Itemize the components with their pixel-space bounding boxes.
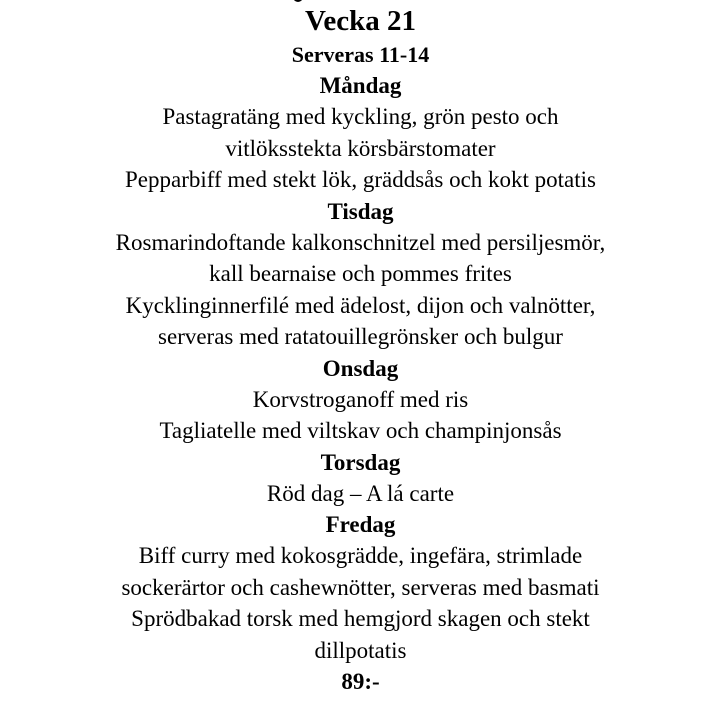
- dish-line: dillpotatis: [314, 637, 407, 663]
- dish-line: Sprödbakad torsk med hemgjord skagen och stekt: [131, 606, 590, 631]
- day-section-wednesday: [0, 353, 721, 447]
- week-title: Vecka 21: [305, 5, 416, 37]
- dish-line: kall bearnaise och pommes frites: [209, 261, 512, 286]
- dish-line: Korvstroganoff med ris: [252, 386, 469, 412]
- dish-line: Röd dag – A lá carte: [266, 480, 455, 506]
- day-section-thursday: [0, 447, 721, 510]
- price: 89:-: [341, 669, 380, 694]
- day-section-friday: [0, 509, 721, 666]
- day-name: Tisdag: [327, 198, 394, 224]
- dish-line: Pastagratäng med kyckling, grön pesto och: [162, 104, 559, 129]
- dish-line: Tagliatelle med viltskav och champinjonsås: [159, 418, 562, 443]
- day-name: Måndag: [319, 73, 402, 98]
- dish-line: Biff curry med kokosgrädde, ingefära, strimlade: [138, 543, 583, 568]
- dish-line: Pepparbiff med stekt lök, gräddsås och kokt potatis: [125, 167, 596, 192]
- dish-line: serveras med ratatouillegrönsker och bulgur: [158, 324, 563, 349]
- weekly-lunch-menu: [0, 2, 721, 697]
- dish-line: Kycklinginnerfilé med ädelost, dijon och valnötter,: [125, 292, 596, 318]
- day-name: Torsdag: [320, 449, 401, 475]
- dish-line: sockerärtor och cashewnötter, serveras med basmati: [121, 574, 600, 600]
- day-section-monday: [0, 70, 721, 196]
- dish-line: Rosmarindoftande kalkonschnitzel med persiljesmör,: [115, 229, 606, 255]
- day-name: Fredag: [325, 512, 396, 537]
- dish-line: vitlöksstekta körsbärstomater: [225, 135, 496, 161]
- day-section-tuesday: [0, 196, 721, 353]
- serving-time: Serveras 11-14: [291, 42, 430, 67]
- day-name: Onsdag: [322, 355, 399, 381]
